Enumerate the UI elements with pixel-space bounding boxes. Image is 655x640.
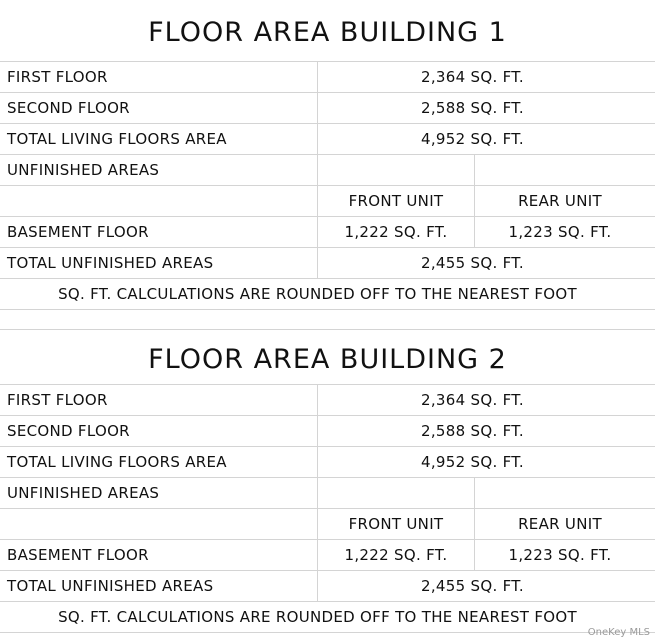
second-floor-label: SECOND FLOOR xyxy=(0,416,318,446)
building-2-unfinished-row xyxy=(0,478,655,509)
building-2-note-row xyxy=(0,602,655,633)
total-unfinished-value: 2,455 SQ. FT. xyxy=(421,577,524,595)
building-1-first-floor-row xyxy=(0,62,655,93)
total-unfinished-value: 2,455 SQ. FT. xyxy=(421,254,524,272)
rounding-note: SQ. FT. CALCULATIONS ARE ROUNDED OFF TO THE NEAREST FOOT xyxy=(58,285,577,303)
empty-cell xyxy=(318,478,475,508)
building-1-title-row xyxy=(0,0,655,62)
empty-cell xyxy=(318,155,475,185)
building-1-second-floor-row xyxy=(0,93,655,124)
building-2-total-living-row xyxy=(0,447,655,478)
building-2-title-row xyxy=(0,330,655,385)
front-unit-header: FRONT UNIT xyxy=(318,509,475,539)
building-2-unit-header-row xyxy=(0,509,655,540)
building-1-total-unfinished-row xyxy=(0,248,655,279)
basement-rear-value: 1,223 SQ. FT. xyxy=(508,223,612,241)
second-floor-value: 2,588 SQ. FT. xyxy=(421,422,524,440)
basement-floor-label: BASEMENT FLOOR xyxy=(0,540,318,570)
basement-front-value: 1,222 SQ. FT. xyxy=(318,540,475,570)
building-2-total-unfinished-row xyxy=(0,571,655,602)
total-living-value: 4,952 SQ. FT. xyxy=(421,453,524,471)
basement-floor-label: BASEMENT FLOOR xyxy=(0,217,318,247)
front-unit-header: FRONT UNIT xyxy=(318,186,475,216)
building-1-basement-row xyxy=(0,217,655,248)
building-2-second-floor-row xyxy=(0,416,655,447)
rear-unit-header: REAR UNIT xyxy=(518,515,602,533)
first-floor-value: 2,364 SQ. FT. xyxy=(421,391,524,409)
basement-rear-value: 1,223 SQ. FT. xyxy=(508,546,612,564)
total-unfinished-label: TOTAL UNFINISHED AREAS xyxy=(0,248,318,278)
building-1-title: FLOOR AREA BUILDING 1 xyxy=(148,17,507,48)
second-floor-value: 2,588 SQ. FT. xyxy=(421,99,524,117)
first-floor-label: FIRST FLOOR xyxy=(0,62,318,92)
total-unfinished-label: TOTAL UNFINISHED AREAS xyxy=(0,571,318,601)
building-1-unfinished-row xyxy=(0,155,655,186)
rear-unit-header: REAR UNIT xyxy=(518,192,602,210)
total-living-label: TOTAL LIVING FLOORS AREA xyxy=(0,124,318,154)
building-1-note-row xyxy=(0,279,655,310)
unfinished-areas-label: UNFINISHED AREAS xyxy=(0,155,318,185)
building-2-title: FLOOR AREA BUILDING 2 xyxy=(148,343,507,375)
first-floor-value: 2,364 SQ. FT. xyxy=(421,68,524,86)
first-floor-label: FIRST FLOOR xyxy=(0,385,318,415)
building-1-total-living-row xyxy=(0,124,655,155)
total-living-value: 4,952 SQ. FT. xyxy=(421,130,524,148)
empty-cell xyxy=(0,509,318,539)
basement-front-value: 1,222 SQ. FT. xyxy=(318,217,475,247)
total-living-label: TOTAL LIVING FLOORS AREA xyxy=(0,447,318,477)
spacer-row xyxy=(0,310,655,330)
building-2-basement-row xyxy=(0,540,655,571)
empty-cell xyxy=(0,186,318,216)
unfinished-areas-label: UNFINISHED AREAS xyxy=(0,478,318,508)
building-2-first-floor-row xyxy=(0,385,655,416)
watermark: OneKey MLS xyxy=(587,627,650,638)
second-floor-label: SECOND FLOOR xyxy=(0,93,318,123)
rounding-note: SQ. FT. CALCULATIONS ARE ROUNDED OFF TO THE NEAREST FOOT xyxy=(58,608,577,626)
building-1-unit-header-row xyxy=(0,186,655,217)
